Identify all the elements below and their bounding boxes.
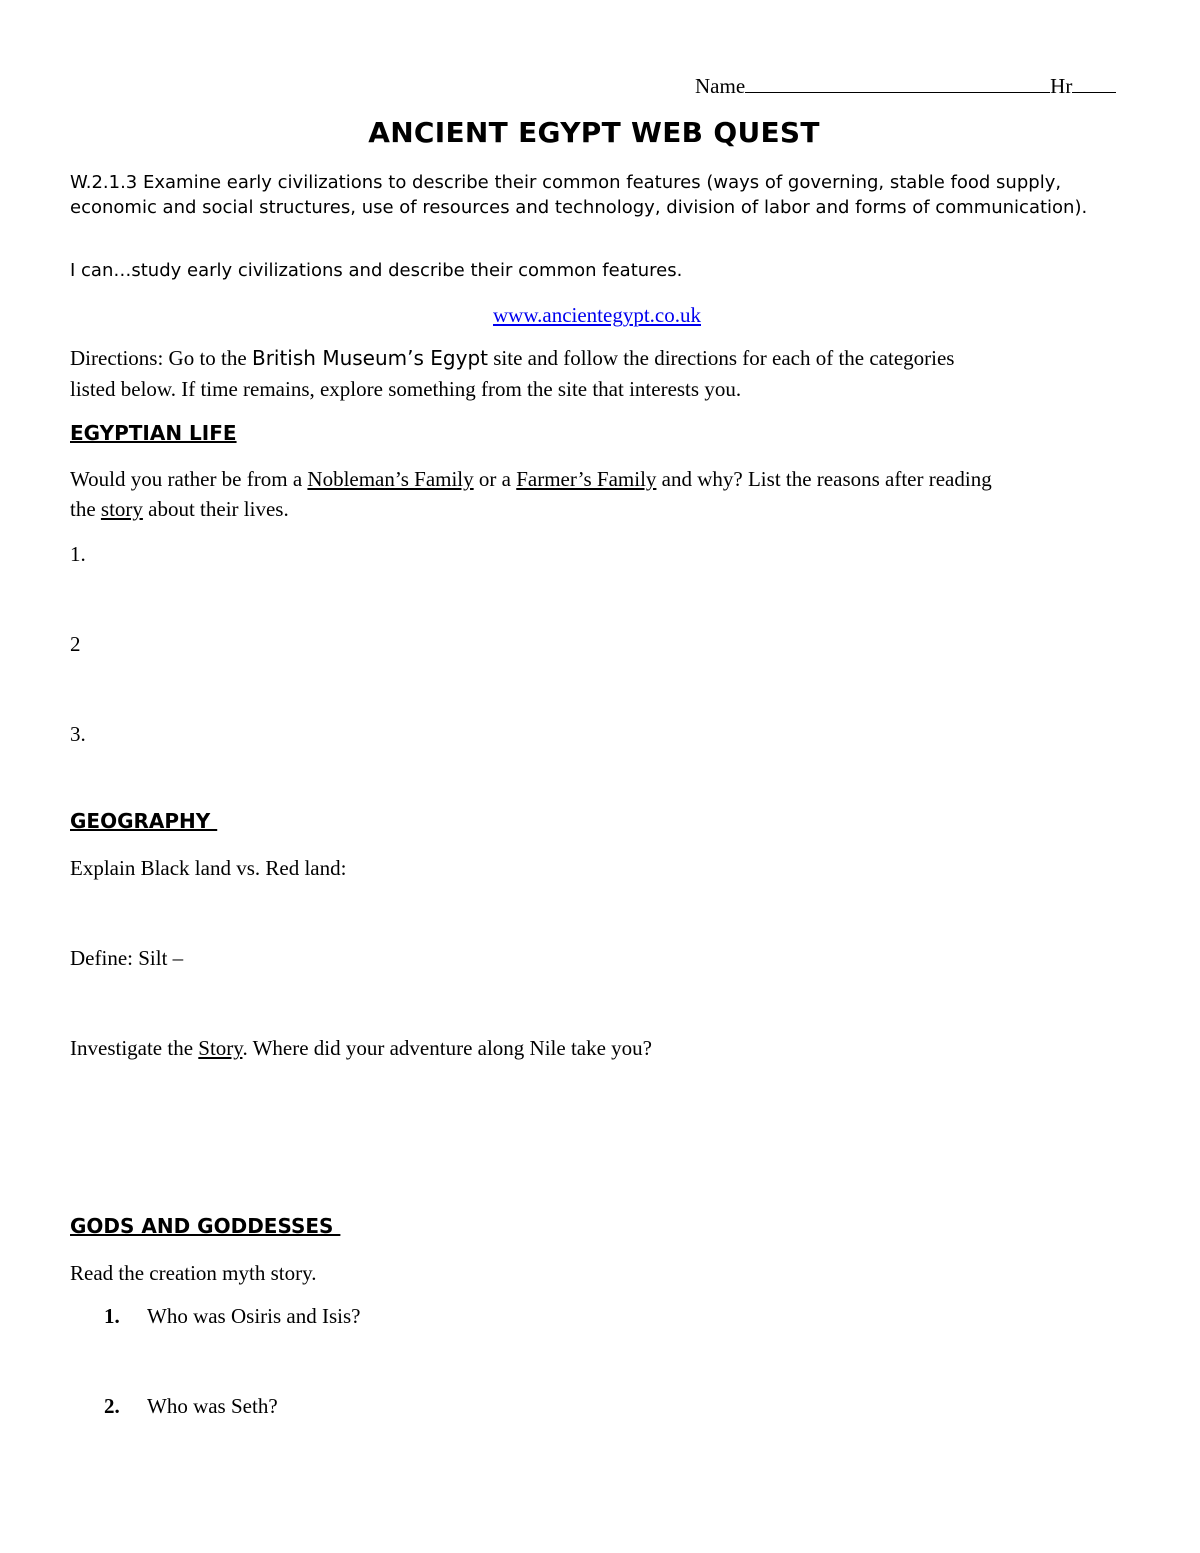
story-link[interactable]: story [100, 497, 143, 521]
prompt-text: . Where did your adventure along Nile take you? [242, 1036, 653, 1060]
answer-number-2: 2 [70, 632, 81, 656]
prompt-text: Investigate the [70, 1036, 199, 1060]
egyptian-life-question-line-1 [70, 467, 992, 492]
standard-text: W.2.1.3 Examine early civilizations to describe their common features (ways of governing, stable food supply, economic and social structures, use of resources and technology, division of labor and forms of communication). [70, 172, 1088, 218]
question-text: the [70, 497, 101, 521]
hr-blank-line[interactable] [1072, 91, 1116, 93]
gods-question-1 [104, 1304, 120, 1329]
egyptian-life-heading: EGYPTIAN LIFE [70, 421, 237, 445]
question-text: about their lives. [142, 497, 289, 521]
website-link[interactable]: www.ancientegypt.co.uk [493, 303, 701, 327]
define-silt-prompt: Define: Silt – [70, 946, 184, 970]
answer-number-3: 3. [70, 722, 86, 746]
name-hr-header [695, 74, 1116, 99]
directions-line-2: listed below. If time remains, explore something from the site that interests you. [70, 377, 742, 401]
nobleman-family-link[interactable]: Nobleman’s Family [307, 467, 474, 491]
answer-number-1: 1. [70, 542, 86, 566]
hr-label: Hr [1050, 74, 1073, 98]
nile-story-link[interactable]: Story [198, 1036, 243, 1060]
question-number: 1. [104, 1304, 120, 1328]
british-museum-name: British Museum’s Egypt [251, 346, 488, 370]
directions-prefix: Directions: Go to the [70, 346, 252, 370]
question-text: Would you rather be from a [70, 467, 308, 491]
gods-question-2 [104, 1394, 120, 1419]
name-blank-line[interactable] [745, 91, 1050, 93]
egyptian-life-question-line-2 [70, 497, 289, 522]
question-number: 2. [104, 1394, 120, 1418]
directions-rest: site and follow the directions for each of the categories [487, 346, 955, 370]
page-title: ANCIENT EGYPT WEB QUEST [368, 116, 820, 149]
question-text: or a [473, 467, 517, 491]
question-text: and why? List the reasons after reading [656, 467, 992, 491]
creation-myth-intro: Read the creation myth story. [70, 1261, 317, 1285]
gods-question-2-text: Who was Seth? [147, 1394, 278, 1418]
directions-line-1 [70, 346, 954, 371]
investigate-story-prompt [70, 1036, 652, 1061]
geography-heading: GEOGRAPHY [70, 809, 218, 833]
gods-question-1-text: Who was Osiris and Isis? [147, 1304, 361, 1328]
i-can-statement: I can…study early civilizations and describe their common features. [70, 260, 683, 281]
name-label: Name [695, 74, 746, 98]
farmer-family-link[interactable]: Farmer’s Family [516, 467, 657, 491]
black-red-land-prompt: Explain Black land vs. Red land: [70, 856, 347, 880]
gods-goddesses-heading: GODS AND GODDESSES [70, 1214, 341, 1238]
